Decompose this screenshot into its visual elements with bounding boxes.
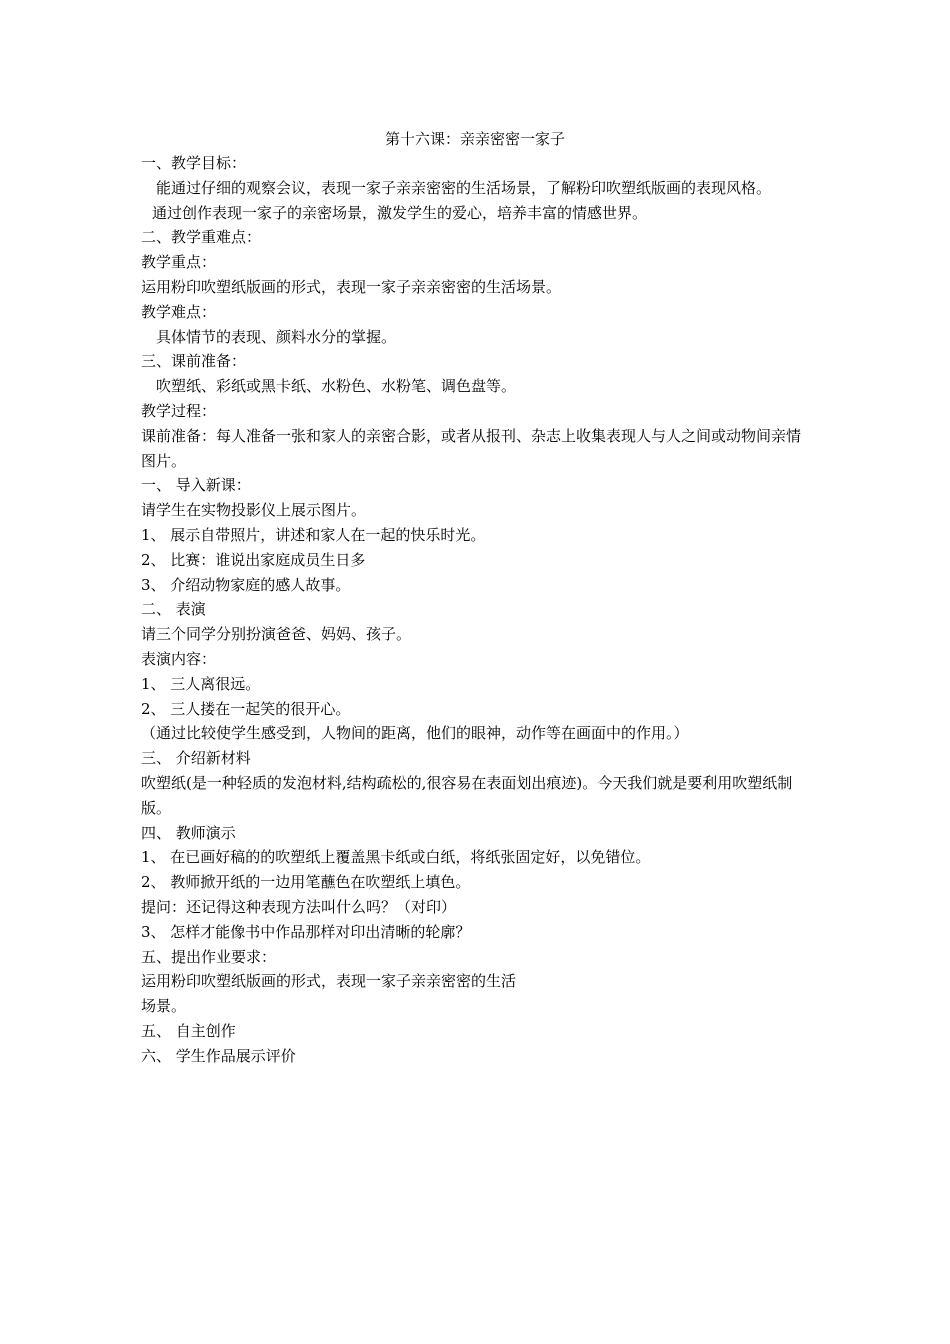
text-line: 六、 学生作品展示评价 (141, 1046, 296, 1065)
text-line: 一、 导入新课： (141, 476, 251, 495)
text-line: 1、 三人离很远。 (141, 674, 261, 693)
text-line: 请学生在实物投影仪上展示图片。 (141, 501, 367, 520)
text-line: 吹塑纸、彩纸或黑卡纸、水粉色、水粉笔、调色盘等。 (156, 377, 517, 396)
text-line: 五、 自主创作 (141, 1021, 236, 1040)
text-line: 一、教学目标： (141, 154, 247, 172)
text-line: 1、 展示自带照片，讲述和家人在一起的快乐时光。 (141, 525, 486, 544)
text-line: 3、 介绍动物家庭的感人故事。 (141, 575, 351, 594)
text-line: 教学过程： (141, 401, 217, 420)
text-line: 教学重点： (141, 253, 217, 272)
text-line: 提问：还记得这种表现方法叫什么吗？（对印） (141, 897, 457, 916)
text-line: 运用粉印吹塑纸版画的形式，表现一家子亲亲密密的生活场景。 (141, 277, 562, 296)
text-line: 具体情节的表现、颜料水分的掌握。 (156, 327, 397, 346)
text-line: 三、课前准备： (141, 352, 247, 371)
text-line: 2、 比赛：谁说出家庭成员生日多 (141, 550, 366, 569)
text-line: 能通过仔细的观察会议，表现一家子亲亲密密的生活场景，了解粉印吹塑纸版画的表现风格。 (156, 178, 772, 197)
text-line: 1、 在已画好稿的的吹塑纸上覆盖黑卡纸或白纸，将纸张固定好，以免错位。 (141, 848, 651, 867)
text-line: 二、 表演 (141, 600, 206, 619)
text-line: 五、提出作业要求： (141, 947, 277, 966)
text-line: 运用粉印吹塑纸版画的形式，表现一家子亲亲密密的生活 (141, 972, 517, 991)
text-line: 四、 教师演示 (141, 823, 236, 842)
text-line: 三、 介绍新材料 (141, 749, 251, 768)
text-line: 通过创作表现一家子的亲密场景，激发学生的爱心，培养丰富的情感世界。 (152, 203, 648, 222)
text-line: 请三个同学分别扮演爸爸、妈妈、孩子。 (141, 625, 412, 644)
text-line: 表演内容： (141, 649, 217, 668)
document-body (141, 151, 813, 1068)
text-line: 课前准备：每人准备一张和家人的亲密合影，或者从报刊、杂志上收集表现人与人之间或动物间亲情图片。 (141, 426, 802, 470)
text-line: 吹塑纸(是一种轻质的发泡材料,结构疏松的,很容易在表面划出痕迹)。今天我们就是要利用吹塑纸制版。 (141, 773, 793, 817)
text-line: 2、 教师掀开纸的一边用笔蘸色在吹塑纸上填色。 (141, 873, 471, 892)
text-line: （通过比较使学生感受到，人物间的距离，他们的眼神，动作等在画面中的作用。） (141, 724, 689, 743)
text-line: 场景。 (141, 997, 187, 1016)
text-line: 3、 怎样才能像书中作品那样对印出清晰的轮廓？ (141, 922, 471, 941)
text-line: 教学难点： (141, 302, 217, 321)
text-line: 2、 三人搂在一起笑的很开心。 (141, 699, 351, 718)
page-title: 第十六课：亲亲密密一家子 (384, 130, 565, 148)
text-line: 二、教学重难点： (141, 228, 262, 247)
